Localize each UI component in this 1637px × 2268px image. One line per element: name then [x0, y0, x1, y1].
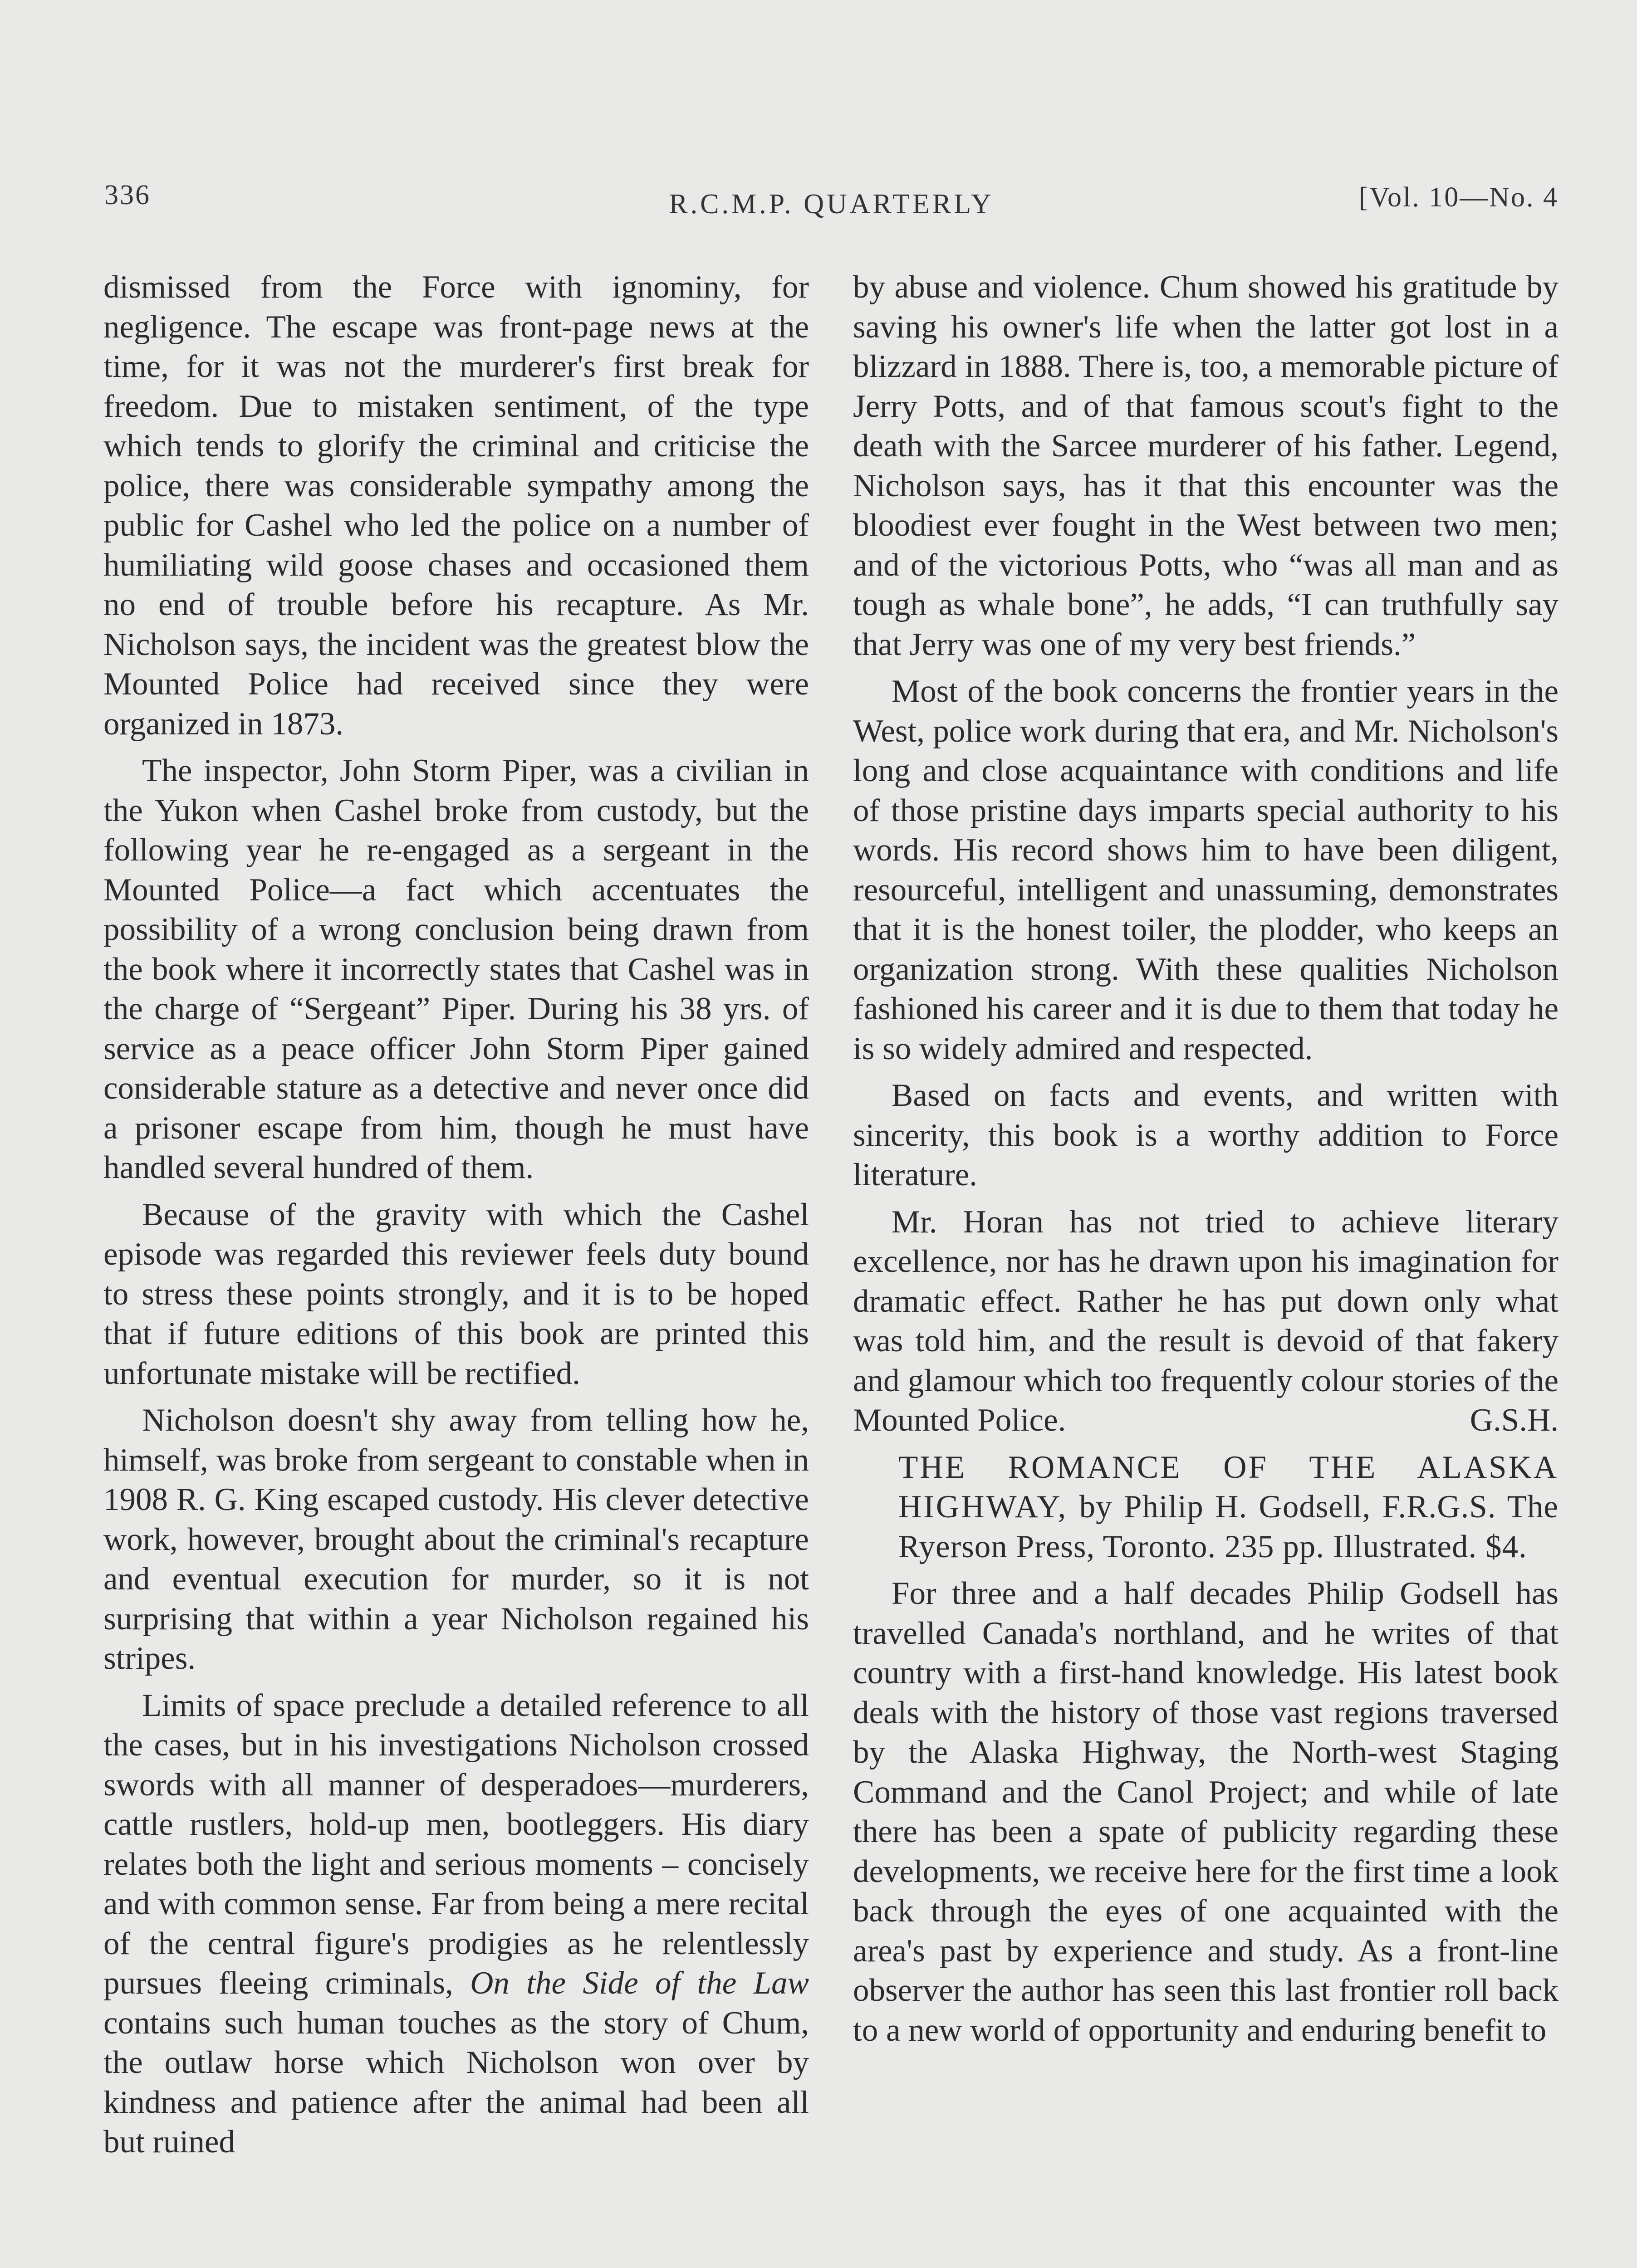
review-book-details: by Philip H. Godsell, F.R.G.S. The Ryerson Press, Toronto. 235 pp. Illustrated. $4. — [898, 1489, 1559, 1564]
left-column — [103, 268, 809, 2170]
paragraph: For three and a half decades Philip Godsell has travelled Canada's northland, and he writes of that country with a first-hand knowledge. His latest book deals with the history of those vast regions traversed by the Alaska Highway, the North-west Staging Command and the Canol Project; and while of late there has been a spate of publicity regarding these developments, we receive here for the first time a look back through the eyes of one acquainted with the area's past by experience and study. As a front-line observer the author has seen this last frontier roll back to a new world of opportunity and enduring benefit to — [853, 1576, 1559, 2048]
paragraph: Most of the book concerns the frontier years in the West, police work during that era, and Mr. Nicholson's long and close acquaintance with conditions and life of those pristine days imparts special authority to his words. His record shows him to have been diligent, resourceful, intelligent and unassuming, demonstrates that it is the honest toiler, the plodder, who keeps an organization strong. With these qualities Nicholson fashioned his career and it is due to them that today he is so widely admired and respected. — [853, 674, 1559, 1066]
paragraph: Based on facts and events, and written with sincerity, this book is a worthy addition to Force literature. — [853, 1078, 1559, 1193]
review-heading — [853, 1448, 1559, 1567]
paragraph: by abuse and violence. Chum showed his gratitude by saving his owner's life when the latter got lost in a blizzard in 1888. There is, too, a memorable picture of Jerry Potts, and of that famous scout's fight to the death with the Sarcee murderer of his father. Legend, Nicholson says, has it that this encounter was the bloodiest ever fought in the West between two men; and of the victorious Potts, who “was all man and as tough as whale bone”, he adds, “I can truthfully say that Jerry was one of my very best friends.” — [853, 269, 1559, 662]
paragraph: Because of the gravity with which the Cashel episode was regarded this reviewer feels duty bound to stress these points strongly, and it is to be hoped that if future editions of this book are printed this unfortunate mistake will be rectified. — [103, 1197, 809, 1391]
volume-issue: [Vol. 10—No. 4 — [1358, 182, 1559, 213]
paragraph: dismissed from the Force with ignominy, for negligence. The escape was front-page news at the time, for it was not the murderer's first break for freedom. Due to mistaken sentiment, of the type which tends to glorify the criminal and criticise the police, there was considerable sympathy among the public for Cashel who led the police on a number of humiliating wild goose chases and occasioned them no end of trouble before his recapture. As Mr. Nicholson says, the incident was the greatest blow the Mounted Police had received since they were organized in 1873. — [103, 269, 809, 742]
reviewer-signature: G.S.H. — [1470, 1403, 1559, 1438]
paragraph-text: Mr. Horan has not tried to achieve literary excellence, nor has he drawn upon his imagination for dramatic effect. Rather he has put down only what was told him, and the result is devoid of that fakery and glamour which too frequently colour stories of the Mounted Police. — [853, 1204, 1559, 1438]
journal-title: R.C.M.P. QUARTERLY — [669, 189, 994, 220]
paragraph: Nicholson doesn't shy away from telling how he, himself, was broke from sergeant to constable when in 1908 R. G. King escaped custody. His clever detective work, however, brought about the criminal's recapture and eventual execution for murder, so it is not surprising that within a year Nicholson regained his stripes. — [103, 1403, 809, 1676]
page-number: 336 — [104, 180, 151, 210]
running-header — [104, 179, 1559, 220]
right-column — [853, 268, 1559, 2058]
paragraph-text: contains such human touches as the story of Chum, the outlaw horse which Nicholson won over by kindness and patience after the animal had been all but ruined — [103, 2005, 809, 2160]
paragraph-text: Limits of space preclude a detailed reference to all the cases, but in his investigations Nicholson crossed swords with all manner of desperadoes—murderers, cattle rustlers, hold-up men, bootleggers. His diary relates both the light and serious moments – concisely and with common sense. Far from being a mere recital of the central figure's prodigies as he relentlessly pursues fleeing criminals, — [103, 1687, 809, 2001]
paragraph — [853, 1202, 1559, 1441]
book-title: On the Side of the Law — [470, 1965, 809, 2001]
paragraph — [103, 1686, 809, 2162]
paragraph: The inspector, John Storm Piper, was a civilian in the Yukon when Cashel broke from custody, but the following year he re-engaged as a sergeant in the Mounted Police—a fact which accentuates the possibility of a wrong conclusion being drawn from the book where it incorrectly states that Cashel was in the charge of “Sergeant” Piper. During his 38 yrs. of service as a peace officer John Storm Piper gained considerable stature as a detective and never once did a prisoner escape from him, though he must have handled several hundred of them. — [103, 753, 809, 1185]
review-book-title: THE ROMANCE OF THE ALASKA HIGHWAY, — [898, 1449, 1559, 1525]
